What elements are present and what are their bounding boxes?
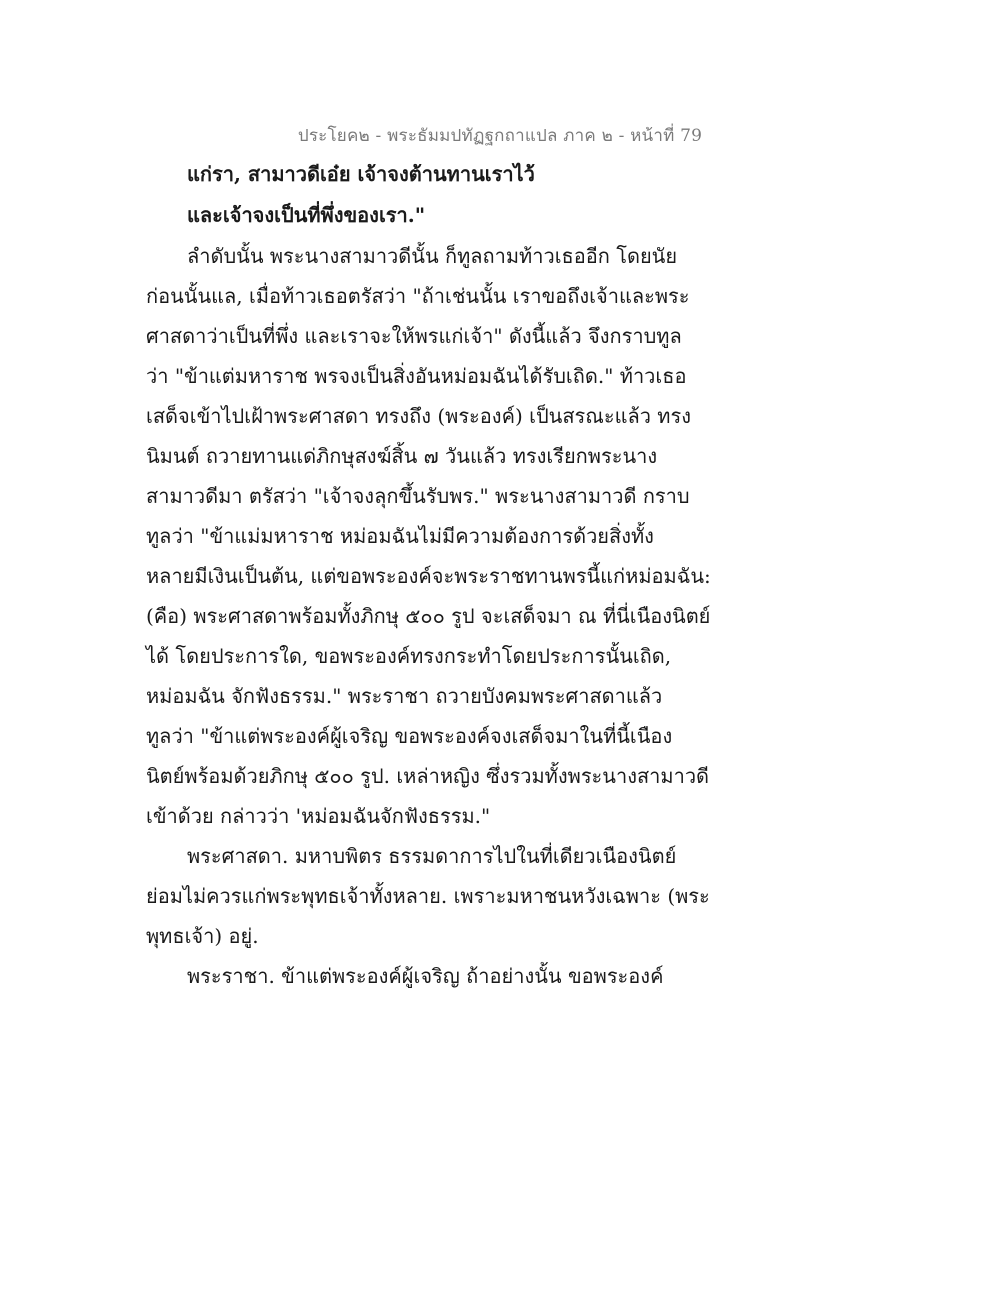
text-line: เสด็จเข้าไปเฝ้าพระศาสดา ทรงถึง (พระองค์) เป็นสรณะแล้ว ทรง: [146, 404, 691, 428]
text-line: ทูลว่า "ข้าแต่พระองค์ผู้เจริญ ขอพระองค์จงเสด็จมาในที่นี้เนือง: [146, 724, 673, 748]
text-line: สามาวดีมา ตรัสว่า "เจ้าจงลุกขึ้นรับพร." พระนางสามาวดี กราบ: [146, 484, 690, 508]
text-line: หลายมีเงินเป็นต้น, แต่ขอพระองค์จะพระราชทานพรนี้แก่หม่อมฉัน:: [146, 564, 711, 588]
page-header: ประโยค๒ - พระธัมมปทัฏฐกถาแปล ภาค ๒ - หน้าที่ 79: [297, 126, 703, 146]
text-line: เข้าด้วย กล่าวว่า 'หม่อมฉันจักฟังธรรม.": [146, 804, 491, 828]
text-line: นิตย์พร้อมด้วยภิกษุ ๕๐๐ รูป. เหล่าหญิง ซึ่งรวมทั้งพระนางสามาวดี: [146, 764, 710, 788]
text-line: พุทธเจ้า) อยู่.: [146, 924, 259, 948]
paragraph-first-line: พระศาสดา. มหาบพิตร ธรรมดาการไปในที่เดียวเนืองนิตย์: [187, 844, 677, 868]
text-line: ก่อนนั้นแล, เมื่อท้าวเธอตรัสว่า "ถ้าเช่นนั้น เราขอถึงเจ้าและพระ: [146, 284, 690, 308]
paragraph-first-line: ลำดับนั้น พระนางสามาวดีนั้น ก็ทูลถามท้าวเธออีก โดยนัย: [187, 244, 678, 268]
text-line: แก่รา, สามาวดีเอ๋ย เจ้าจงต้านทานเราไว้: [187, 162, 535, 186]
text-line: ย่อมไม่ควรแก่พระพุทธเจ้าทั้งหลาย. เพราะมหาชนหวังเฉพาะ (พระ: [146, 884, 710, 908]
paragraph-first-line: พระราชา. ข้าแต่พระองค์ผู้เจริญ ถ้าอย่างนั้น ขอพระองค์: [187, 964, 664, 988]
text-line: ศาสดาว่าเป็นที่พึ่ง และเราจะให้พรแก่เจ้า" ดังนี้แล้ว จึงกราบทูล: [146, 324, 682, 348]
text-line: (คือ) พระศาสดาพร้อมทั้งภิกษุ ๕๐๐ รูป จะเสด็จมา ณ ที่นี่เนืองนิตย์: [146, 604, 711, 628]
text-line: หม่อมฉัน จักฟังธรรม." พระราชา ถวายบังคมพระศาสดาแล้ว: [146, 684, 663, 708]
text-line: ได้ โดยประการใด, ขอพระองค์ทรงกระทำโดยประการนั้นเถิด,: [146, 644, 672, 668]
text-line: ทูลว่า "ข้าแม่มหาราช หม่อมฉันไม่มีความต้องการด้วยสิ่งทั้ง: [146, 524, 654, 548]
text-line: ว่า "ข้าแต่มหาราช พรจงเป็นสิ่งอันหม่อมฉันได้รับเถิด." ท้าวเธอ: [146, 364, 687, 388]
text-line: และเจ้าจงเป็นที่พึ่งของเรา.": [187, 203, 426, 227]
text-line: นิมนต์ ถวายทานแด่ภิกษุสงฆ์สิ้น ๗ วันแล้ว ทรงเรียกพระนาง: [146, 444, 658, 468]
